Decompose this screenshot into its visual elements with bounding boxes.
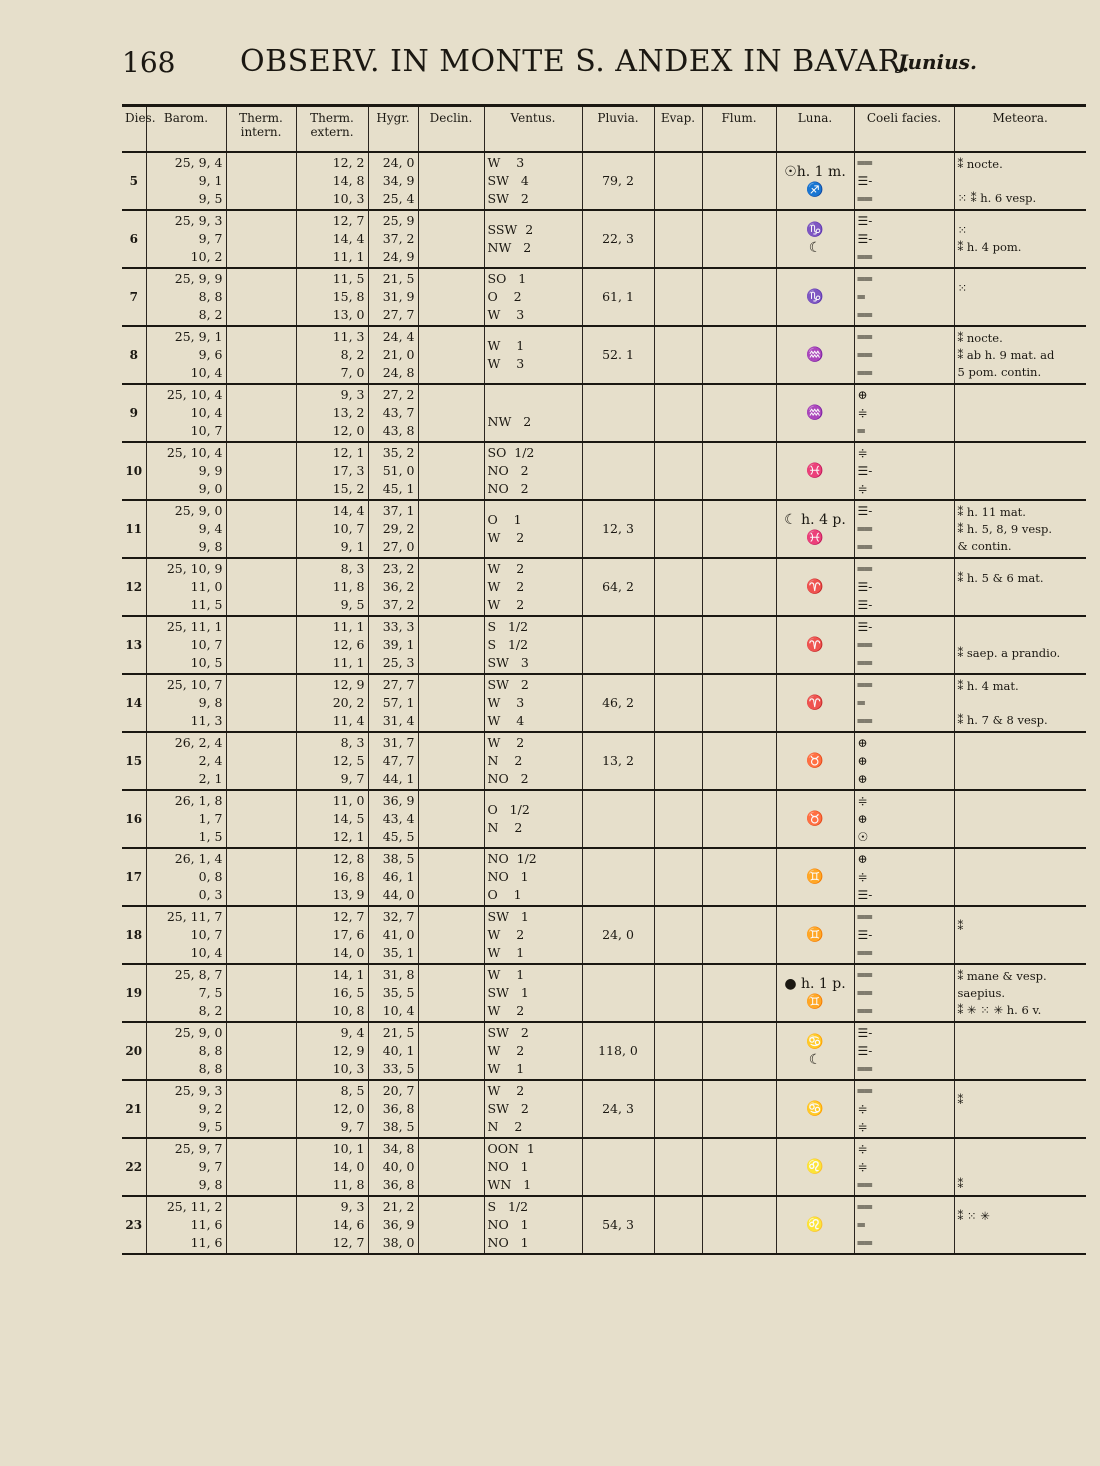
wind-cell: SO 1/2 NO 2 NO 2 [484, 442, 582, 500]
meteora-cell: ⁙ ⁑ h. 4 pom. [954, 210, 1086, 268]
declination-cell [418, 326, 484, 384]
therm-intern-cell [226, 1138, 296, 1196]
wind-cell: W 2 N 2 NO 2 [484, 732, 582, 790]
therm-extern-cell: 9, 3 13, 2 12, 0 [296, 384, 368, 442]
sky-cell: ⊕ ≑ ☰- [854, 848, 954, 906]
declination-cell [418, 442, 484, 500]
sky-cell: ≑ ⊕ ☉ [854, 790, 954, 848]
day-cell: 16 [125, 812, 143, 826]
meteora-cell: ⁑ saep. a prandio. [954, 616, 1086, 674]
meteora-cell [954, 732, 1086, 790]
hygrometer-cell: 34, 8 40, 0 36, 8 [368, 1138, 418, 1196]
sky-cell: ══ ☰- ══ [854, 906, 954, 964]
table-row [122, 1022, 1086, 1080]
table-row [122, 1138, 1086, 1196]
rain-cell [582, 964, 654, 1022]
table-row [122, 268, 1086, 326]
column-header: Coeli facies. [854, 106, 954, 153]
rain-cell [582, 1138, 654, 1196]
therm-extern-cell: 11, 0 14, 5 12, 1 [296, 790, 368, 848]
meteora-cell: ⁑ h. 5 & 6 mat. [954, 558, 1086, 616]
rain-cell [582, 384, 654, 442]
therm-intern-cell [226, 152, 296, 210]
river-cell [702, 674, 776, 732]
table-row [122, 964, 1086, 1022]
wind-cell: SW 2 W 3 W 4 [484, 674, 582, 732]
page-number: 168 [122, 46, 176, 79]
table-row [122, 210, 1086, 268]
declination-cell [418, 1022, 484, 1080]
sky-cell: ══ ═ ══ [854, 268, 954, 326]
therm-intern-cell [226, 1080, 296, 1138]
rain-cell: 12, 3 [582, 500, 654, 558]
therm-extern-cell: 11, 3 8, 2 7, 0 [296, 326, 368, 384]
moon-cell: ♌ [776, 1138, 854, 1196]
therm-extern-cell: 11, 5 15, 8 13, 0 [296, 268, 368, 326]
hygrometer-cell: 25, 9 37, 2 24, 9 [368, 210, 418, 268]
declination-cell [418, 1138, 484, 1196]
river-cell [702, 442, 776, 500]
river-cell [702, 1080, 776, 1138]
meteora-cell: ⁑ [954, 1080, 1086, 1138]
table-row [122, 500, 1086, 558]
day-cell: 15 [125, 754, 143, 768]
moon-cell: ♈ [776, 616, 854, 674]
barometer-cell: 25, 10, 4 9, 9 9, 0 [146, 442, 226, 500]
barometer-cell: 26, 2, 4 2, 4 2, 1 [146, 732, 226, 790]
river-cell [702, 1196, 776, 1254]
hygrometer-cell: 24, 4 21, 0 24, 8 [368, 326, 418, 384]
moon-cell: ☉h. 1 m. ♐ [776, 152, 854, 210]
moon-cell: ♉ [776, 790, 854, 848]
rain-cell: 118, 0 [582, 1022, 654, 1080]
moon-cell: ♊ [776, 906, 854, 964]
table-row [122, 790, 1086, 848]
wind-cell: S 1/2 S 1/2 SW 3 [484, 616, 582, 674]
therm-extern-cell: 10, 1 14, 0 11, 8 [296, 1138, 368, 1196]
table-row [122, 1196, 1086, 1254]
rain-cell [582, 442, 654, 500]
evaporation-cell [654, 500, 702, 558]
day-cell: 7 [129, 290, 138, 304]
wind-cell: OON 1 NO 1 WN 1 [484, 1138, 582, 1196]
moon-cell: ♒ [776, 326, 854, 384]
column-header: Barom. [146, 106, 226, 153]
wind-cell: O 1 W 2 [484, 500, 582, 558]
meteora-cell: ⁑ nocte. ⁙ ⁑ h. 6 vesp. [954, 152, 1086, 210]
table-row [122, 442, 1086, 500]
hygrometer-cell: 20, 7 36, 8 38, 5 [368, 1080, 418, 1138]
rain-cell: 79, 2 [582, 152, 654, 210]
moon-cell: ♈ [776, 558, 854, 616]
barometer-cell: 25, 11, 7 10, 7 10, 4 [146, 906, 226, 964]
day-cell: 22 [125, 1160, 143, 1174]
meteora-cell [954, 1022, 1086, 1080]
column-header: Luna. [776, 106, 854, 153]
river-cell [702, 500, 776, 558]
column-header: Hygr. [368, 106, 418, 153]
barometer-cell: 25, 10, 4 10, 4 10, 7 [146, 384, 226, 442]
rain-cell: 61, 1 [582, 268, 654, 326]
meteora-cell: ⁑ [954, 906, 1086, 964]
declination-cell [418, 906, 484, 964]
table-body [122, 152, 1086, 1254]
hygrometer-cell: 31, 8 35, 5 10, 4 [368, 964, 418, 1022]
sky-cell: ☰- ☰- ══ [854, 1022, 954, 1080]
column-header: Evap. [654, 106, 702, 153]
page-title: OBSERV. IN MONTE S. ANDEX IN BAVAR. [240, 44, 911, 79]
day-cell: 13 [125, 638, 143, 652]
river-cell [702, 616, 776, 674]
river-cell [702, 326, 776, 384]
declination-cell [418, 616, 484, 674]
evaporation-cell [654, 732, 702, 790]
day-cell: 21 [125, 1102, 143, 1116]
therm-intern-cell [226, 790, 296, 848]
hygrometer-cell: 23, 2 36, 2 37, 2 [368, 558, 418, 616]
river-cell [702, 790, 776, 848]
moon-cell: ♒ [776, 384, 854, 442]
meteora-cell: ⁑ h. 4 mat. ⁑ h. 7 & 8 vesp. [954, 674, 1086, 732]
table-row [122, 558, 1086, 616]
therm-extern-cell: 8, 3 12, 5 9, 7 [296, 732, 368, 790]
declination-cell [418, 964, 484, 1022]
river-cell [702, 732, 776, 790]
moon-cell: ♉ [776, 732, 854, 790]
hygrometer-cell: 33, 3 39, 1 25, 3 [368, 616, 418, 674]
day-cell: 17 [125, 870, 143, 884]
therm-extern-cell: 8, 3 11, 8 9, 5 [296, 558, 368, 616]
therm-intern-cell [226, 848, 296, 906]
moon-cell: ♑ ☾ [776, 210, 854, 268]
therm-extern-cell: 12, 2 14, 8 10, 3 [296, 152, 368, 210]
sky-cell: ══ ═ ══ [854, 674, 954, 732]
wind-cell: W 2 W 2 W 2 [484, 558, 582, 616]
barometer-cell: 26, 1, 8 1, 7 1, 5 [146, 790, 226, 848]
river-cell [702, 384, 776, 442]
table-row [122, 674, 1086, 732]
therm-intern-cell [226, 268, 296, 326]
rain-cell: 52. 1 [582, 326, 654, 384]
hygrometer-cell: 27, 2 43, 7 43, 8 [368, 384, 418, 442]
barometer-cell: 25, 9, 7 9, 7 9, 8 [146, 1138, 226, 1196]
hygrometer-cell: 27, 7 57, 1 31, 4 [368, 674, 418, 732]
day-cell: 10 [125, 464, 143, 478]
rain-cell: 54, 3 [582, 1196, 654, 1254]
therm-intern-cell [226, 558, 296, 616]
day-cell: 11 [125, 522, 143, 536]
evaporation-cell [654, 268, 702, 326]
column-header: Flum. [702, 106, 776, 153]
table-row [122, 732, 1086, 790]
column-header: Therm. intern. [226, 106, 296, 153]
barometer-cell: 25, 10, 7 9, 8 11, 3 [146, 674, 226, 732]
sky-cell: ☰- ☰- ══ [854, 210, 954, 268]
river-cell [702, 268, 776, 326]
declination-cell [418, 558, 484, 616]
rain-cell [582, 790, 654, 848]
barometer-cell: 25, 9, 3 9, 2 9, 5 [146, 1080, 226, 1138]
column-header: Meteora. [954, 106, 1086, 153]
declination-cell [418, 674, 484, 732]
therm-intern-cell [226, 964, 296, 1022]
evaporation-cell [654, 964, 702, 1022]
wind-cell: W 3 SW 4 SW 2 [484, 152, 582, 210]
evaporation-cell [654, 848, 702, 906]
therm-extern-cell: 12, 7 17, 6 14, 0 [296, 906, 368, 964]
column-header: Therm. extern. [296, 106, 368, 153]
therm-extern-cell: 14, 1 16, 5 10, 8 [296, 964, 368, 1022]
declination-cell [418, 1196, 484, 1254]
therm-intern-cell [226, 674, 296, 732]
sky-cell: ══ ══ ══ [854, 326, 954, 384]
river-cell [702, 210, 776, 268]
wind-cell: SW 2 W 2 W 1 [484, 1022, 582, 1080]
sky-cell: ══ ☰- ☰- [854, 558, 954, 616]
meteora-cell: ⁙ [954, 268, 1086, 326]
hygrometer-cell: 36, 9 43, 4 45, 5 [368, 790, 418, 848]
therm-extern-cell: 12, 8 16, 8 13, 9 [296, 848, 368, 906]
barometer-cell: 25, 9, 1 9, 6 10, 4 [146, 326, 226, 384]
meteora-cell: ⁑ [954, 1138, 1086, 1196]
moon-cell: ● h. 1 p. ♊ [776, 964, 854, 1022]
therm-extern-cell: 11, 1 12, 6 11, 1 [296, 616, 368, 674]
declination-cell [418, 500, 484, 558]
day-cell: 23 [125, 1218, 143, 1232]
declination-cell [418, 152, 484, 210]
wind-cell: S 1/2 NO 1 NO 1 [484, 1196, 582, 1254]
declination-cell [418, 732, 484, 790]
hygrometer-cell: 35, 2 51, 0 45, 1 [368, 442, 418, 500]
therm-intern-cell [226, 1022, 296, 1080]
river-cell [702, 1138, 776, 1196]
rain-cell: 22, 3 [582, 210, 654, 268]
meteora-cell [954, 384, 1086, 442]
declination-cell [418, 384, 484, 442]
therm-intern-cell [226, 442, 296, 500]
rain-cell: 24, 0 [582, 906, 654, 964]
evaporation-cell [654, 442, 702, 500]
barometer-cell: 25, 9, 4 9, 1 9, 5 [146, 152, 226, 210]
sky-cell: ══ ═ ══ [854, 1196, 954, 1254]
wind-cell: W 2 SW 2 N 2 [484, 1080, 582, 1138]
day-cell: 14 [125, 696, 143, 710]
moon-cell: ♋ [776, 1080, 854, 1138]
therm-extern-cell: 9, 4 12, 9 10, 3 [296, 1022, 368, 1080]
table-row [122, 848, 1086, 906]
meteora-cell: ⁑ ⁙ ✳ [954, 1196, 1086, 1254]
evaporation-cell [654, 558, 702, 616]
therm-intern-cell [226, 326, 296, 384]
therm-intern-cell [226, 500, 296, 558]
moon-cell: ♊ [776, 848, 854, 906]
declination-cell [418, 210, 484, 268]
declination-cell [418, 848, 484, 906]
table-row [122, 1080, 1086, 1138]
evaporation-cell [654, 152, 702, 210]
sky-cell: ☰- ══ ══ [854, 500, 954, 558]
therm-extern-cell: 12, 9 20, 2 11, 4 [296, 674, 368, 732]
sky-cell: ══ ≑ ≑ [854, 1080, 954, 1138]
day-cell: 19 [125, 986, 143, 1000]
meteora-cell: ⁑ nocte. ⁑ ab h. 9 mat. ad 5 pom. contin. [954, 326, 1086, 384]
day-cell: 18 [125, 928, 143, 942]
moon-cell: ☾ h. 4 p. ♓ [776, 500, 854, 558]
therm-extern-cell: 8, 5 12, 0 9, 7 [296, 1080, 368, 1138]
evaporation-cell [654, 326, 702, 384]
hygrometer-cell: 21, 5 40, 1 33, 5 [368, 1022, 418, 1080]
wind-cell: O 1/2 N 2 [484, 790, 582, 848]
sky-cell: ≑ ☰- ≑ [854, 442, 954, 500]
day-cell: 5 [129, 174, 138, 188]
barometer-cell: 25, 9, 9 8, 8 8, 2 [146, 268, 226, 326]
therm-intern-cell [226, 1196, 296, 1254]
moon-cell: ♑ [776, 268, 854, 326]
river-cell [702, 152, 776, 210]
therm-intern-cell [226, 906, 296, 964]
declination-cell [418, 268, 484, 326]
declination-cell [418, 790, 484, 848]
day-cell: 12 [125, 580, 143, 594]
barometer-cell: 25, 9, 0 9, 4 9, 8 [146, 500, 226, 558]
wind-cell: SO 1 O 2 W 3 [484, 268, 582, 326]
evaporation-cell [654, 616, 702, 674]
table-row [122, 152, 1086, 210]
evaporation-cell [654, 210, 702, 268]
sky-cell: ⊕ ≑ ═ [854, 384, 954, 442]
column-header: Dies. [125, 111, 156, 125]
barometer-cell: 25, 8, 7 7, 5 8, 2 [146, 964, 226, 1022]
hygrometer-cell: 24, 0 34, 9 25, 4 [368, 152, 418, 210]
evaporation-cell [654, 384, 702, 442]
river-cell [702, 848, 776, 906]
moon-cell: ♓ [776, 442, 854, 500]
therm-extern-cell: 12, 7 14, 4 11, 1 [296, 210, 368, 268]
sky-cell: ⊕ ⊕ ⊕ [854, 732, 954, 790]
evaporation-cell [654, 790, 702, 848]
therm-extern-cell: 14, 4 10, 7 9, 1 [296, 500, 368, 558]
page-month: Junius. [898, 50, 977, 74]
meteora-cell: ⁑ mane & vesp. saepius. ⁑ ✳ ⁙ ✳ h. 6 v. [954, 964, 1086, 1022]
river-cell [702, 964, 776, 1022]
rain-cell: 24, 3 [582, 1080, 654, 1138]
hygrometer-cell: 21, 5 31, 9 27, 7 [368, 268, 418, 326]
evaporation-cell [654, 1196, 702, 1254]
rain-cell [582, 848, 654, 906]
header-row [122, 106, 1086, 153]
river-cell [702, 906, 776, 964]
wind-cell: SW 1 W 2 W 1 [484, 906, 582, 964]
barometer-cell: 25, 9, 3 9, 7 10, 2 [146, 210, 226, 268]
river-cell [702, 558, 776, 616]
evaporation-cell [654, 674, 702, 732]
evaporation-cell [654, 1022, 702, 1080]
therm-intern-cell [226, 732, 296, 790]
therm-intern-cell [226, 384, 296, 442]
day-cell: 9 [129, 406, 138, 420]
sky-cell: ══ ══ ══ [854, 964, 954, 1022]
therm-extern-cell: 12, 1 17, 3 15, 2 [296, 442, 368, 500]
therm-intern-cell [226, 210, 296, 268]
day-cell: 20 [125, 1044, 143, 1058]
hygrometer-cell: 32, 7 41, 0 35, 1 [368, 906, 418, 964]
meteora-cell: ⁑ h. 11 mat. ⁑ h. 5, 8, 9 vesp. & contin. [954, 500, 1086, 558]
observation-table [122, 104, 1086, 1255]
rain-cell: 13, 2 [582, 732, 654, 790]
barometer-cell: 25, 9, 0 8, 8 8, 8 [146, 1022, 226, 1080]
meteora-cell [954, 442, 1086, 500]
wind-cell: SSW 2 NW 2 [484, 210, 582, 268]
wind-cell: NW 2 [484, 384, 582, 442]
day-cell: 8 [129, 348, 138, 362]
moon-cell: ♈ [776, 674, 854, 732]
therm-intern-cell [226, 616, 296, 674]
rain-cell: 64, 2 [582, 558, 654, 616]
therm-extern-cell: 9, 3 14, 6 12, 7 [296, 1196, 368, 1254]
evaporation-cell [654, 906, 702, 964]
evaporation-cell [654, 1080, 702, 1138]
barometer-cell: 25, 11, 1 10, 7 10, 5 [146, 616, 226, 674]
river-cell [702, 1022, 776, 1080]
hygrometer-cell: 38, 5 46, 1 44, 0 [368, 848, 418, 906]
meteora-cell [954, 848, 1086, 906]
sky-cell: ══ ☰- ══ [854, 152, 954, 210]
wind-cell: W 1 SW 1 W 2 [484, 964, 582, 1022]
barometer-cell: 26, 1, 4 0, 8 0, 3 [146, 848, 226, 906]
moon-cell: ♌ [776, 1196, 854, 1254]
day-cell: 6 [129, 232, 138, 246]
hygrometer-cell: 31, 7 47, 7 44, 1 [368, 732, 418, 790]
column-header: Pluvia. [582, 106, 654, 153]
barometer-cell: 25, 11, 2 11, 6 11, 6 [146, 1196, 226, 1254]
declination-cell [418, 1080, 484, 1138]
rain-cell: 46, 2 [582, 674, 654, 732]
rain-cell [582, 616, 654, 674]
sky-cell: ☰- ══ ══ [854, 616, 954, 674]
table-row [122, 384, 1086, 442]
table-row [122, 906, 1086, 964]
meteora-cell [954, 790, 1086, 848]
table-row [122, 616, 1086, 674]
barometer-cell: 25, 10, 9 11, 0 11, 5 [146, 558, 226, 616]
table-row [122, 326, 1086, 384]
evaporation-cell [654, 1138, 702, 1196]
column-header: Declin. [418, 106, 484, 153]
hygrometer-cell: 21, 2 36, 9 38, 0 [368, 1196, 418, 1254]
sky-cell: ≑ ≑ ══ [854, 1138, 954, 1196]
hygrometer-cell: 37, 1 29, 2 27, 0 [368, 500, 418, 558]
wind-cell: W 1 W 3 [484, 326, 582, 384]
wind-cell: NO 1/2 NO 1 O 1 [484, 848, 582, 906]
moon-cell: ♋ ☾ [776, 1022, 854, 1080]
column-header: Ventus. [484, 106, 582, 153]
